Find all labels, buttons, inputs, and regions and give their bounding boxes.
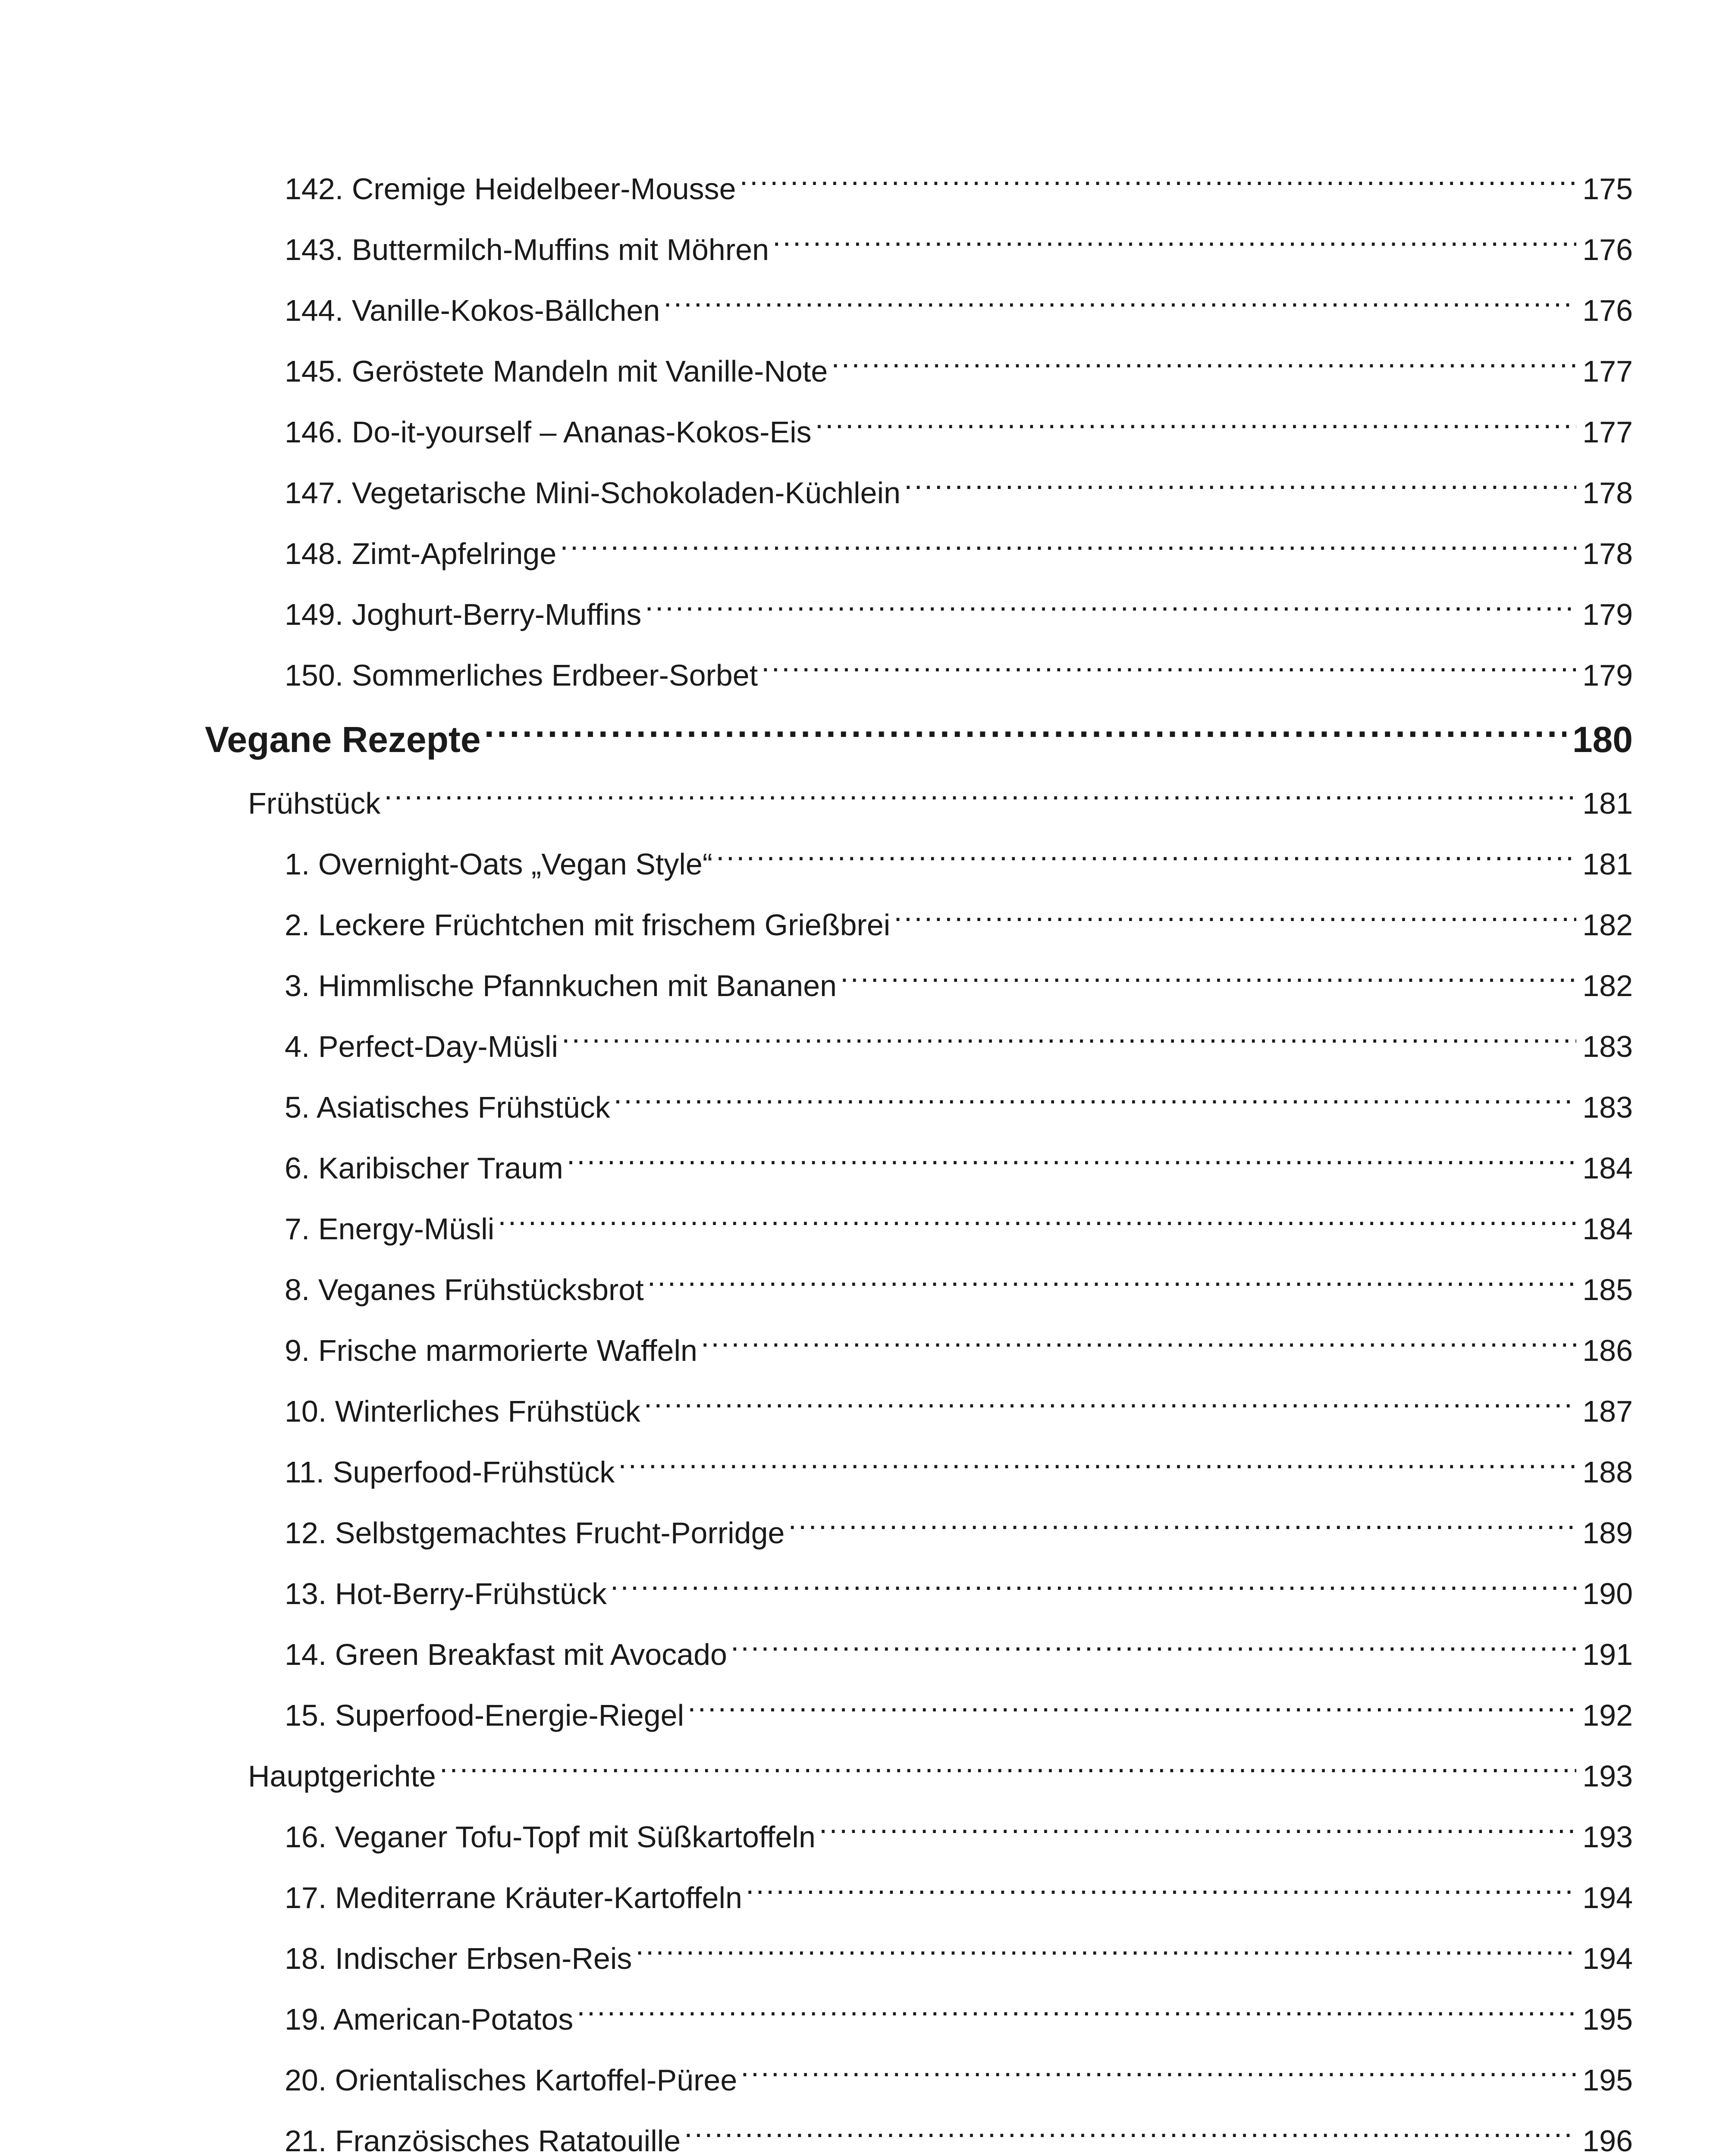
- toc-entry-title: 4. Perfect-Day-Müsli: [285, 1030, 559, 1063]
- toc-entry-page: 178: [1582, 476, 1633, 510]
- toc-entry-page: 176: [1582, 233, 1633, 266]
- toc-entry-page: 191: [1582, 1638, 1633, 1671]
- dot-leader: [484, 705, 1566, 752]
- toc-entry-title: 149. Joghurt-Berry-Muffins: [285, 598, 642, 631]
- toc-entry-page: 182: [1582, 969, 1633, 1003]
- toc-entry[interactable]: [285, 1804, 1633, 1854]
- toc-entry-page: 186: [1582, 1334, 1633, 1367]
- toc-entry[interactable]: [285, 1075, 1633, 1124]
- dot-leader: [647, 1257, 1577, 1300]
- toc-entry-title: 8. Veganes Frühstücksbrot: [285, 1273, 644, 1307]
- toc-entry[interactable]: [285, 1257, 1633, 1307]
- dot-leader: [761, 642, 1576, 686]
- dot-leader: [635, 1926, 1576, 1969]
- dot-leader: [577, 1987, 1576, 2030]
- toc-entry[interactable]: [285, 1500, 1633, 1550]
- toc-entry[interactable]: [285, 582, 1633, 631]
- dot-leader: [663, 278, 1576, 321]
- dot-leader: [701, 1318, 1576, 1361]
- toc-entry[interactable]: [285, 1622, 1633, 1671]
- dot-leader: [894, 892, 1576, 935]
- toc-entry-title: 3. Himmlische Pfannkuchen mit Bananen: [285, 969, 837, 1003]
- toc-entry[interactable]: [285, 217, 1633, 266]
- dot-leader: [772, 217, 1576, 260]
- toc-entry-page: 177: [1582, 415, 1633, 449]
- dot-leader: [644, 1379, 1576, 1422]
- toc-entry-title: 21. Französisches Ratatouille: [285, 2124, 681, 2156]
- toc-entry[interactable]: [285, 2047, 1633, 2097]
- toc-entry-title: 6. Karibischer Traum: [285, 1151, 563, 1185]
- dot-leader: [840, 953, 1576, 996]
- toc-entry-page: 181: [1582, 847, 1633, 881]
- toc-entry-title: 12. Selbstgemachtes Frucht-Porridge: [285, 1516, 785, 1550]
- toc-entry-title: 146. Do-it-yourself – Ananas-Kokos-Eis: [285, 415, 812, 449]
- toc-entry-page: 183: [1582, 1091, 1633, 1124]
- toc-entry[interactable]: [285, 278, 1633, 327]
- dot-leader: [645, 582, 1576, 625]
- toc-entry-page: 189: [1582, 1516, 1633, 1550]
- toc-entry-page: 194: [1582, 1942, 1633, 1975]
- toc-entry-title: 145. Geröstete Mandeln mit Vanille-Note: [285, 354, 828, 388]
- toc-entry[interactable]: [285, 1379, 1633, 1428]
- toc-entry[interactable]: [285, 338, 1633, 388]
- toc-entry[interactable]: [285, 1439, 1633, 1489]
- toc-chapter-title: Vegane Rezepte: [205, 719, 481, 760]
- toc-entry-page: 183: [1582, 1030, 1633, 1063]
- toc-entry-title: 13. Hot-Berry-Frühstück: [285, 1577, 607, 1611]
- toc-entry-title: 19. American-Potatos: [285, 2002, 574, 2036]
- toc-entry-page: 196: [1582, 2124, 1633, 2156]
- toc-entry-title: 9. Frische marmorierte Waffeln: [285, 1334, 697, 1367]
- dot-leader: [687, 1683, 1576, 1726]
- toc-entry-title: 147. Vegetarische Mini-Schokoladen-Küchlein: [285, 476, 901, 510]
- toc-entry-page: 175: [1582, 172, 1633, 206]
- dot-leader: [614, 1075, 1576, 1118]
- toc-chapter[interactable]: [205, 705, 1633, 760]
- toc-entry-page: 177: [1582, 354, 1633, 388]
- dot-leader: [560, 521, 1576, 564]
- dot-leader: [684, 2108, 1576, 2151]
- toc-entry[interactable]: [285, 1865, 1633, 1915]
- toc-entry-title: 18. Indischer Erbsen-Reis: [285, 1942, 632, 1975]
- toc-entry[interactable]: [285, 831, 1633, 881]
- toc-entry-page: 190: [1582, 1577, 1633, 1611]
- dot-leader: [788, 1500, 1576, 1543]
- toc-entry[interactable]: [285, 1014, 1633, 1063]
- dot-leader: [815, 399, 1577, 442]
- toc-entry-page: 178: [1582, 537, 1633, 570]
- toc-entry-title: 14. Green Breakfast mit Avocado: [285, 1638, 727, 1671]
- toc-section[interactable]: [248, 1743, 1633, 1793]
- dot-leader: [498, 1196, 1576, 1239]
- toc-entry[interactable]: [285, 1683, 1633, 1732]
- toc-entry-title: 143. Buttermilch-Muffins mit Möhren: [285, 233, 769, 266]
- toc-entry-page: 193: [1582, 1820, 1633, 1854]
- toc-entry-title: 2. Leckere Früchtchen mit frischem Grießbrei: [285, 908, 891, 942]
- dot-leader: [746, 1865, 1576, 1908]
- toc-entry-title: 1. Overnight-Oats „Vegan Style“: [285, 847, 713, 881]
- toc-entry-title: 17. Mediterrane Kräuter-Kartoffeln: [285, 1881, 742, 1915]
- toc-entry[interactable]: [285, 1987, 1633, 2036]
- dot-leader: [618, 1439, 1576, 1482]
- toc-entry-page: 185: [1582, 1273, 1633, 1307]
- toc-entry[interactable]: [285, 2108, 1633, 2156]
- toc-entry-page: 192: [1582, 1698, 1633, 1732]
- toc-entry-page: 187: [1582, 1395, 1633, 1428]
- toc-entry-title: 142. Cremige Heidelbeer-Mousse: [285, 172, 736, 206]
- toc-entry-page: 179: [1582, 598, 1633, 631]
- toc-entry-title: 16. Veganer Tofu-Topf mit Süßkartoffeln: [285, 1820, 816, 1854]
- dot-leader: [384, 771, 1576, 814]
- dot-leader: [740, 2047, 1576, 2090]
- toc-section[interactable]: [248, 771, 1633, 820]
- toc-entry[interactable]: [285, 399, 1633, 449]
- toc-chapter-page: 180: [1572, 719, 1633, 760]
- toc-entry-page: 188: [1582, 1455, 1633, 1489]
- toc-entry-title: 7. Energy-Müsli: [285, 1212, 495, 1246]
- toc-entry-title: 148. Zimt-Apfelringe: [285, 537, 557, 570]
- toc-entry[interactable]: [285, 642, 1633, 692]
- toc-entry-title: 20. Orientalisches Kartoffel-Püree: [285, 2063, 737, 2097]
- toc-entry[interactable]: [285, 1196, 1633, 1246]
- toc-entry[interactable]: [285, 892, 1633, 942]
- toc-entry-title: 11. Superfood-Frühstück: [285, 1455, 615, 1489]
- toc-entry-page: 194: [1582, 1881, 1633, 1915]
- toc-entry-page: 182: [1582, 908, 1633, 942]
- toc-entry[interactable]: [285, 1561, 1633, 1611]
- dot-leader: [740, 156, 1577, 199]
- toc-entry[interactable]: [285, 953, 1633, 1003]
- dot-leader: [716, 831, 1576, 874]
- toc-entry-page: 176: [1582, 294, 1633, 327]
- toc-entry-page: 179: [1582, 658, 1633, 692]
- toc-entry-page: 195: [1582, 2063, 1633, 2097]
- toc-entry-title: 10. Winterliches Frühstück: [285, 1395, 640, 1428]
- toc-entry[interactable]: [285, 1318, 1633, 1367]
- dot-leader: [562, 1014, 1576, 1057]
- toc-entry[interactable]: [285, 1926, 1633, 1975]
- toc-section-page: 181: [1582, 787, 1633, 820]
- dot-leader: [831, 338, 1576, 382]
- toc-section-page: 193: [1582, 1759, 1633, 1793]
- toc-entry[interactable]: [285, 460, 1633, 510]
- dot-leader: [610, 1561, 1576, 1604]
- toc-entry-title: 5. Asiatisches Frühstück: [285, 1091, 610, 1124]
- toc-section-title: Hauptgerichte: [248, 1759, 436, 1793]
- dot-leader: [904, 460, 1576, 503]
- toc-entry[interactable]: [285, 156, 1633, 206]
- dot-leader: [731, 1622, 1576, 1665]
- toc-entry[interactable]: [285, 521, 1633, 570]
- toc-entry-page: 195: [1582, 2002, 1633, 2036]
- toc-entry-title: 150. Sommerliches Erdbeer-Sorbet: [285, 658, 758, 692]
- toc-section-title: Frühstück: [248, 787, 381, 820]
- toc-entry-page: 184: [1582, 1151, 1633, 1185]
- dot-leader: [819, 1804, 1576, 1847]
- dot-leader: [567, 1135, 1576, 1178]
- toc-entry[interactable]: [285, 1135, 1633, 1185]
- toc-entry-page: 184: [1582, 1212, 1633, 1246]
- toc-entry-title: 144. Vanille-Kokos-Bällchen: [285, 294, 660, 327]
- toc-entry-title: 15. Superfood-Energie-Riegel: [285, 1698, 684, 1732]
- dot-leader: [439, 1743, 1576, 1786]
